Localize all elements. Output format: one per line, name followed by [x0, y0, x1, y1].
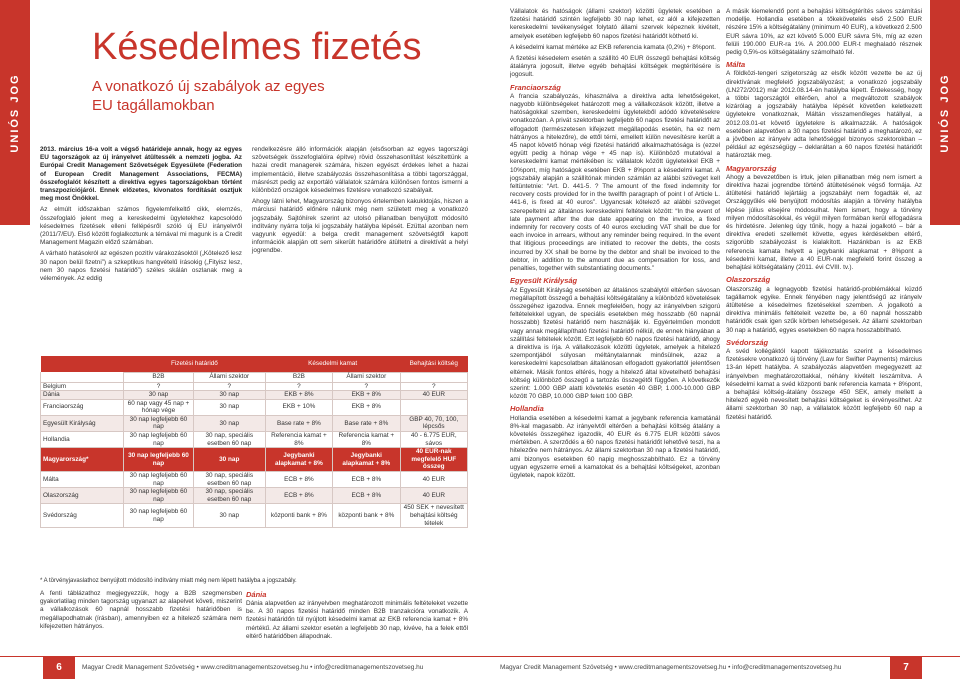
- table-subheader: B2B: [265, 372, 332, 382]
- table-cell: ?: [124, 382, 194, 391]
- table-header: Behajtási költség: [409, 359, 458, 367]
- article-subtitle-2: EU tagállamokban: [92, 97, 215, 114]
- section-text: A svéd kollégáktól kapott tájékoztatás szerint a késedelmes fizetésekre vonatkozó új törvény (Law for Swifter Payments) március 13-án lépett hatályba. A szabályozás alapvetően megegyezett az irányelvben meghatározottakkal, néhány kivételt leszámítva. A késedelmi kamat a svéd központi bank referencia kamata + 8%pont, a behajtási költség-átalány összege 450 SEK, amely mellett a hitelező egyéb nevesített behajtási költségeket is érvényesíthet. Az állami szektorban 30 nap, a vállalatok között legfeljebb 60 nap a fizetési határidő.: [726, 347, 922, 421]
- table-cell: 40 EUR: [400, 472, 467, 488]
- table-cell: 30 nap legfeljebb 60 nap: [124, 415, 194, 431]
- table-subheader: Állami szektor: [193, 372, 265, 382]
- table-cell: 30 nap, speciális esetben 60 nap: [193, 488, 265, 504]
- table-row: [41, 504, 468, 528]
- table-row: [41, 415, 468, 431]
- table-cell: 30 nap: [193, 448, 265, 472]
- table-cell-country: Olaszország: [41, 488, 124, 504]
- paragraph: rendelkezésre álló információk alapján (elsősorban az egyes tagországi szövetségek összefoglalóira építve) rövid összehasonlítást készítettünk a hazai credit managerek számára, hiszen egyészt érdekes lehet a hazai implementáció, illetve szabályozás összehasonlítása a többi tagországgal, másrészt pedig az exportáló vállalatok számára különösen fontos ismerni a különböző országok késedelmes fizetésre vonatkozó szabályait.: [252, 146, 468, 195]
- section-heading: Dánia: [246, 590, 267, 599]
- table-cell-country: Egyesült Királyság: [41, 415, 124, 431]
- table-header-row: [41, 356, 468, 372]
- table-cell-country: Belgium: [41, 382, 124, 391]
- paragraph: A fizetési késedelem esetén a szállító 40 EUR összegű behajtási költség átalányra jogosult, illetve egyéb behajtási költségek megtérítésére is jogosult.: [510, 55, 720, 79]
- table-cell: ECB + 8%: [265, 472, 332, 488]
- table-subheader-blank: [400, 372, 467, 382]
- comparison-table: [40, 356, 468, 528]
- table-cell: 60 nap vagy 45 nap + hónap vége: [124, 399, 194, 415]
- table-cell: központi bank + 8%: [333, 504, 400, 528]
- footer: [480, 656, 960, 679]
- table-body: [41, 382, 468, 528]
- table-cell: 30 nap legfeljebb 60 nap: [124, 448, 194, 472]
- table-cell-country: Svédország: [41, 504, 124, 528]
- table-header: Fizetési határidő: [170, 359, 218, 367]
- article-title: Késedelmes fizetés: [92, 26, 422, 68]
- table-header: Késedelmi kamat: [308, 359, 358, 367]
- paragraph: Ahogy látni lehet, Magyarország bizonyos értelemben kakukktojás, hiszen a márciusi határidő előnére nálunk még nem született meg a vonatkozó jogszabály. Sajtóhírek szerint az utolsó pillanatban benyújtott módosító indítvány nyárra tolja ki jogszabály hatályba lépését. Ezüttal azonban nem vagyunk egyedül: a belga credit management szövetségtől kapott információk alapján ott sem sikerült határidőre átültetni a direktívát a helyi jogrendbe.: [252, 198, 468, 255]
- table-row: [41, 399, 468, 415]
- table-row: [41, 448, 468, 472]
- table-row: [41, 472, 468, 488]
- section-text: Az Egyesült Királyság esetében az általános szabálytól eltérően sávosan megállapított összegű a behajtási költségátalány a különböző követelések összegéhez igazodva. Ennek megfelelően, hogy az irányelvben szigorú feltételekkel ugyan, de speciális esetekben még hosszabb (60 napnál hosszabb) fizetési határidő nem használják ki. Egyértelműen mondott vagy annak megállapítható fizetési határidő nélkül, de ennek hiányában a szállítási feltételek között. Ezt legfeljebb 60 napos fizetési határidő, ahogy a direktíva is írja. A vállalkozások közötti ügyletek, amelyek a hitelező szempontjából súlyosan méltánytalannak minősülnek, azaz a kereskedelmi kapcsolatban általánosan elfogadott gyakorlattól jelentősen eltérnek. Másik fontos eltérés, hogy a hitelező által követelhető behajtási költség különböző összegű a tartozás összegétől függően. A következők szerint: 1.000 GBP alatti követelés esetén 40 GBP, 1.000-10.000 GBP között 70 GBP, 10.000 GBP felett 100 GBP.: [510, 286, 720, 401]
- section-label: UNIÓS JOG: [9, 72, 21, 153]
- table-cell: 30 nap: [124, 391, 194, 400]
- section-heading: Franciaország: [510, 82, 561, 92]
- table-cell: Base rate + 8%: [265, 415, 332, 431]
- table-cell-country: Hollandia: [41, 432, 124, 448]
- table-cell: 40 - 6.775 EUR, sávos: [400, 432, 467, 448]
- table-cell: központi bank + 8%: [265, 504, 332, 528]
- table-subheader-blank: [41, 372, 124, 382]
- table-cell: GBP 40, 70, 100, lépcsős: [400, 415, 467, 431]
- table-cell: 40 EUR-nak megfelelő HUF összeg: [400, 448, 467, 472]
- paragraph: A másik kiemelendő pont a behajtási költségtérítés sávos számítási modellje. Hollandia esetében a tőkekövetelés első 2.500 EUR részére 15% a költségátalány (minimum 40 EUR), a következő 2.500 EUR sávra 10%, az ezt követő 5.000 EUR sávra 5%, míg az ezen felüli 190.000 EUR-ra 1%. A 200.000 EUR-t meghaladó résznek pedig 0,5%-os költségátalány számolható fel.: [726, 8, 922, 57]
- section-text: Olaszország a legnagyobb fizetési határidő-problémákkal küzdő tagállamok egyike. Ennek fényében nagy jelentőségű az irányelv átültetése a késedelmes fizetésekkel szemben. A jogalkotó a direktíva minimális feltételeit vezette be, a 60 napnál hosszabb határidők csak igen szűk körben lehetségesek. Az állami szektorban 30 nap a határidő, egyes esetekben 60 napra hosszabbítható.: [726, 285, 922, 334]
- intro-paragraph: 2013. március 16-a volt a végső határideje annak, hogy az egyes EU tagországok az új irányelvet átültessék a nemzeti jogba. Az Európai Credit Management Szövetségek Egyesülete (Federation of European Credit Management Associations, FECMA) összefoglalót készített a direktíva egyes tagországokban történt transzpozíciójáról. Ennek előzetes, kivonatos fordítását osztjuk meg most Önökkel.: [40, 146, 242, 203]
- table-cell: 40 EUR: [400, 391, 467, 400]
- table-cell: ECB + 8%: [333, 472, 400, 488]
- paragraph: Az elmúlt időszakban számos figyelemfelkeltő cikk, elemzés, összefoglaló jelent meg a kereskedelmi ügyletekhez kapcsolódó késedelmes fizetések elleni fellépésről szóló új EU irányelvről (2011/7/EU). Első között foglalkoztunk a témával mi magunk is a Credit Management Magazin előző számában.: [40, 206, 242, 247]
- table-cell: ECB + 8%: [333, 488, 400, 504]
- table-cell-country: Dánia: [41, 391, 124, 400]
- article-subtitle-1: A vonatkozó új szabályok az egyes: [92, 78, 325, 95]
- table-cell-country: Franciaország: [41, 399, 124, 415]
- table-cell: Base rate + 8%: [333, 415, 400, 431]
- table-subheader: Állami szektor: [333, 372, 400, 382]
- table-cell: 30 nap legfeljebb 60 nap: [124, 504, 194, 528]
- table-cell: Jegybanki alapkamat + 8%: [333, 448, 400, 472]
- table-cell: 30 nap legfeljebb 60 nap: [124, 432, 194, 448]
- table-footnote: * A törvényjavaslathoz benyújtott módosító indítvány miatt még nem lépett hatályba a jogszabály.: [40, 578, 297, 584]
- section-heading: Olaszország: [726, 275, 771, 285]
- section-tab: [930, 0, 960, 225]
- table-cell-country: Magyarország*: [41, 448, 124, 472]
- table-cell: [400, 399, 467, 415]
- column-right: [726, 8, 922, 648]
- page-number: 6: [43, 657, 75, 679]
- footer-text: Magyar Credit Management Szövetség • www.creditmanagementszovetseg.hu • info@creditmanagementszovetseg.hu: [82, 664, 424, 671]
- table-row: [41, 432, 468, 448]
- table-row: [41, 382, 468, 391]
- section-text: Ahogy a bevezetőben is írtuk, jelen pillanatban még nem ismert a direktíva hazai jogrendbe történő átültetésének végső formája. Az átültetési határidő lejártáig a jogszabályt nem fogadták el, az Országgyűlés elé benyújtott módosítás alapján a törvény hatályba lépése július elsejére módosulhat. Nem ismert, hogy a törvény milyen módosításokkal, és végül milyen formában kerül elfogadásra és hirdetésre. Jelenleg úgy tűnik, hogy a hazai jogalkotó – bár a direktíva eredeti szellemét követte, egyes kérdésekben eltérő, szigorúbb szabályozást is kialakított. Hazánkban is az EKB referencia kamata helyett a jegybanki alapkamat + 8%pont a késedelmi kamat, illetve a 40 EUR-nak megfelelő forint összeg a behajtási költségátalány (2011. évi CVIII. tv.).: [726, 173, 922, 272]
- section-text: Hollandia esetében a késedelmi kamat a jegybank referencia kamatánál 8%-kal magasabb. Az irányelvtől eltérően a behajtási költség átalány a követelés összegéhez igazodik, 40 EUR és 6.775 EUR közötti sávos mértékben. A szerződés a 60 napos fizetési határidőt lehetővé teszi, ha a hitelezőre nem hátrányos. Az állami szektorban 30 nap a fizetési határidő, ami bizonyos esetekben 60 napig meghosszabbítható. Ez a törvény ugyan egyszerre emeli a kamatokat és a behajtási költségeket, azonban ügyletek, napok között.: [510, 414, 720, 479]
- table-cell: EKB + 8%: [265, 391, 332, 400]
- table-cell: 30 nap: [193, 504, 265, 528]
- section-tab: [0, 0, 30, 225]
- table-cell: ?: [265, 382, 332, 391]
- section-text: A francia szabályozás, kihasználva a direktíva adta lehetőségeket, nagyobb különbségeket határozott meg a vállalkozások között, illetve a hatóságokkal szemben, kereskedelmi ügyletekből adódó követelésekre vonatkozóan. A privát szektorban legfeljebb 60 napos fizetési határidőt az elfogadott (természetesen kifejezett megállapodás esetén, ha ez nem hátrányos a hitelezőre), de ettől térni, emellett külön nevesítésre került a 45 napot követő hónap végi fizetési határidő alkalmazhatósága is (ezzel együtt pedig a hónap vége + 45 nap is). Különböző mutatóval a kereskedelmi kamat mértékében is: vállalatok között ügyletekkel EKB + 10%pont, míg hatóságok esetében EKB + 8%pont a késedelmi kamat. A jogszabály alapján a szállítónak minden számlán az alábbi szöveget kell feltüntetnie: “Art. D. 441-5. ? The amount of the fixed indemnity for recovery costs provided for in the twelfth paragraph of point I of Article L. 441-6, is fixed at 40 euros”. Ugyancsak kötelező az alábbi szöveget szerepeltetni az általános kereskedelmi feltételek között: “In the event of late payment after the due date appearing on the invoice, a fixed indemnity for recovery costs of 40 euros excluding VAT shall be due for each invoice in arrears, without any reminder being required. In the event that litigious proceedings are initiated to recover the debts, the costs incurred by XX shall be borne by the debtor and shall be invoiced to the debtor, in addition to the amount due as compensation for loss, and penalties, together with substantiating documents.”: [510, 92, 720, 273]
- table-cell: ECB + 8%: [265, 488, 332, 504]
- dania-section: [246, 590, 468, 641]
- table-cell: 40 EUR: [400, 488, 467, 504]
- table-cell: 30 nap, speciális esetben 60 nap: [193, 432, 265, 448]
- table-cell: EKB + 10%: [265, 399, 332, 415]
- table-cell: 30 nap legfeljebb 60 nap: [124, 488, 194, 504]
- table-cell: 30 nap: [193, 391, 265, 400]
- table-cell: 450 SEK + nevesített behajtási költség tételek: [400, 504, 467, 528]
- table-cell: EKB + 8%: [333, 399, 400, 415]
- footer-text: Magyar Credit Management Szövetség • www.creditmanagementszovetseg.hu • info@creditmanagementszovetseg.hu: [500, 664, 842, 671]
- section-heading: Magyarország: [726, 163, 777, 173]
- section-heading: Egyesült Királyság: [510, 276, 578, 286]
- table-cell: 30 nap, speciális esetben 60 nap: [193, 472, 265, 488]
- section-text: Dánia alapvetően az irányelvben meghatározott minimális feltételeket vezette be. A 30 napos fizetési határidő minden B2B tranzakcióra vonatkozik. A fizetési határidőn túl nyújtott késedelmi kamat az EKB referencia kamat + 8% mértékű. Az állami szektor esetén a legfeljebb 30 nap, kivéve, ha a felek ettől eltérő határidőben állapodnak.: [246, 600, 468, 640]
- paragraph: A késedelmi kamat mértéke az EKB referencia kamata (0,2%) + 8%pont.: [510, 43, 716, 51]
- footer: [0, 656, 480, 679]
- table-cell: ?: [400, 382, 467, 391]
- section-heading: Hollandia: [510, 404, 544, 414]
- table-row: [41, 391, 468, 400]
- page-number: 7: [890, 657, 922, 679]
- column-right: [252, 146, 468, 259]
- right-page: [480, 0, 960, 679]
- column-left: [40, 146, 242, 286]
- table-header-blank: [41, 356, 124, 372]
- section-heading: Málta: [726, 60, 746, 70]
- table-subheader: B2B: [124, 372, 194, 382]
- table-cell: 30 nap legfeljebb 60 nap: [124, 472, 194, 488]
- paragraph: Vállalatok és hatóságok (állami szektor) közötti ügyletek esetében a fizetési határidő szintén legfeljebb 30 nap lehet, ez alól a kifejezetten kereskedelmi tevékenységet folytató állami szervek képeznek kivételt, amelyek esetében legfeljebb 60 napos fizetési határidőt köthető ki.: [510, 8, 720, 40]
- table-cell: EKB + 8%: [333, 391, 400, 400]
- table-cell: 30 nap: [193, 415, 265, 431]
- section-heading: Svédország: [726, 337, 769, 347]
- section-label: UNIÓS JOG: [939, 72, 951, 153]
- table-cell: ?: [193, 382, 265, 391]
- paragraph: A várható hatásokról az egészen pozitív várakozásoktól („Kötelező lesz 30 napon belül fizetni”) a szkeptikus hangvételű írásokig („Fityisz lesz, nem 30 napos fizetési határidő”) széles skálán oszlanak meg a vélemények. Az eddig: [40, 250, 242, 283]
- table-subheader-row: [41, 372, 468, 382]
- table-cell: ?: [333, 382, 400, 391]
- table-cell: 30 nap: [193, 399, 265, 415]
- table-row: [41, 488, 468, 504]
- table-cell-country: Málta: [41, 472, 124, 488]
- bottom-left-paragraph: A fenti táblázathoz megjegyezzük, hogy a B2B szegmensben gyakorlatilag minden tagország ugyanazt az alapelvet követi, miszerint a vállalkozások 60 napnál hosszabb fizetési határidőben is megállapodhatnak (írásban), amennyiben ez a hitelező számára nem kifejezetten hátrányos.: [40, 590, 242, 630]
- section-text: A földközi-tengeri szigetország az elsők között vezette be az új direktívának megfelelő jogszabályozást; a vonatkozó jogszabály (LN272/2012) már 2012.08.14-én hatályba lépett. Érdekesség, hogy a többi tagországtól eltérően, ahol a megváltozott szabályok kizárólag a jogszabály hatályba lépését követően keletkezett ügyletekre vonatkoznak, Máltán visszamenőleges hatállyal, a 2012.03.01-et követő ügyletekre is alkalmazzák. A hatóságok esetében alapvetően a 30 napos fizetési határidő a meghatározó, ez a jövőben az irányelv adta lehetőséggel bizonyos szektorokban – például az egészségügy – deklaráltan a 60 napos fizetési határidőt határozták meg.: [726, 70, 922, 160]
- table-cell: Referencia kamat + 8%: [333, 432, 400, 448]
- column-left: [510, 8, 720, 648]
- table-cell: Referencia kamat + 8%: [265, 432, 332, 448]
- table-cell: Jegybanki alapkamat + 8%: [265, 448, 332, 472]
